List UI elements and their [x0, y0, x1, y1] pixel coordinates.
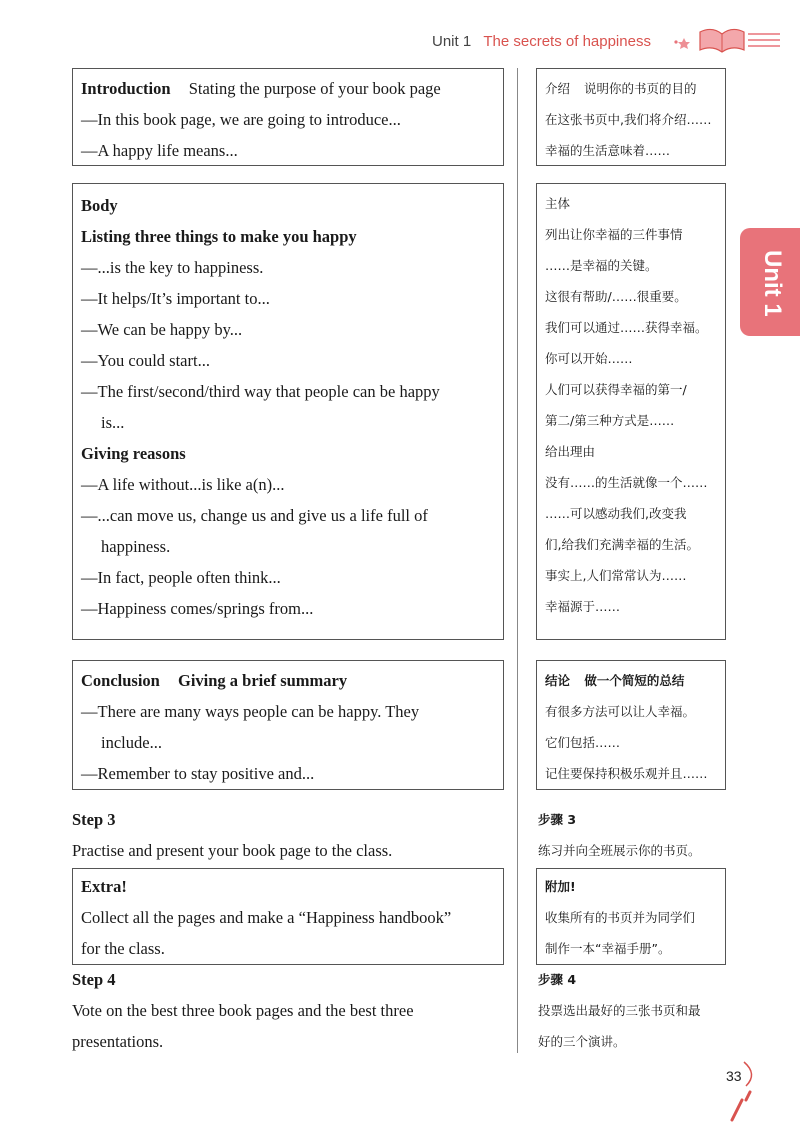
- introduction-zh-line: 在这张书页中,我们将介绍……: [545, 112, 712, 127]
- step4-zh-heading: 步骤 4: [538, 972, 577, 987]
- conclusion-line: —Remember to stay positive and...: [81, 764, 315, 783]
- body-zh-list-line: 第二/第三种方式是……: [545, 413, 675, 428]
- body-zh-list-heading: 列出让你幸福的三件事情: [545, 227, 683, 242]
- step4-zh-section: [538, 964, 701, 1057]
- conclusion-zh-line: 有很多方法可以让人幸福。: [545, 704, 696, 719]
- extra-zh-line: 收集所有的书页并为同学们: [545, 910, 696, 925]
- body-box: [72, 183, 504, 640]
- introduction-zh-line: 幸福的生活意味着……: [545, 143, 671, 158]
- extra-heading: Extra!: [81, 877, 127, 896]
- introduction-zh-subheading: 说明你的书页的目的: [584, 81, 697, 96]
- conclusion-zh-heading: 结论: [545, 673, 571, 688]
- body-list-line: is...: [101, 413, 125, 432]
- step3-section: [72, 804, 392, 866]
- step4-line: Vote on the best three book pages and the best three: [72, 1001, 414, 1020]
- extra-zh-line: 制作一本“幸福手册”。: [545, 941, 671, 956]
- page-corner-decoration: [720, 1060, 760, 1122]
- body-reasons-line: happiness.: [101, 537, 171, 556]
- step3-zh-heading: 步骤 3: [538, 812, 577, 827]
- body-list-line: —The first/second/third way that people can be happy: [81, 382, 440, 401]
- body-heading: Body: [81, 196, 118, 215]
- unit-side-tab: [740, 228, 800, 336]
- header-title: The secrets of happiness: [483, 33, 651, 50]
- introduction-subheading: Stating the purpose of your book page: [188, 79, 441, 98]
- conclusion-zh-subheading: 做一个简短的总结: [584, 673, 685, 688]
- introduction-box: [72, 68, 504, 166]
- header-unit: Unit 1: [432, 33, 472, 50]
- step4-heading: Step 4: [72, 970, 116, 989]
- conclusion-line: —There are many ways people can be happy. They: [81, 702, 420, 721]
- step4-zh-line: 好的三个演讲。: [538, 1034, 626, 1049]
- body-list-line: —...is the key to happiness.: [81, 258, 264, 277]
- conclusion-zh-box: [536, 660, 726, 790]
- step3-zh-text: 练习并向全班展示你的书页。: [538, 843, 701, 858]
- step4-zh-line: 投票选出最好的三张书页和最: [538, 1003, 701, 1018]
- body-zh-box: [536, 183, 726, 640]
- introduction-line: —In this book page, we are going to introduce...: [81, 110, 401, 129]
- body-zh-reasons-line: ……可以感动我们,改变我: [545, 506, 687, 521]
- body-zh-list-line: 这很有帮助/……很重要。: [545, 289, 687, 304]
- step3-zh-section: [538, 804, 701, 866]
- conclusion-box: [72, 660, 504, 790]
- body-zh-reasons-line: 没有……的生活就像一个……: [545, 475, 708, 490]
- conclusion-zh-line: 它们包括……: [545, 735, 621, 750]
- extra-zh-heading: 附加!: [545, 879, 576, 894]
- step4-line: presentations.: [72, 1032, 164, 1051]
- body-list-heading: Listing three things to make you happy: [81, 227, 357, 246]
- conclusion-subheading: Giving a brief summary: [177, 671, 348, 690]
- body-zh-heading: 主体: [545, 196, 571, 211]
- body-zh-reasons-line: 幸福源于……: [545, 599, 621, 614]
- conclusion-line: include...: [101, 733, 162, 752]
- page-number: 33: [726, 1068, 742, 1084]
- body-list-line: —You could start...: [81, 351, 210, 370]
- body-reasons-line: —A life without...is like a(n)...: [81, 475, 285, 494]
- extra-zh-box: [536, 868, 726, 965]
- body-zh-reasons-line: 们,给我们充满幸福的生活。: [545, 537, 699, 552]
- body-reasons-heading: Giving reasons: [81, 444, 186, 463]
- step4-section: [72, 964, 414, 1057]
- body-reasons-line: —...can move us, change us and give us a life full of: [81, 506, 428, 525]
- step3-text: Practise and present your book page to the class.: [72, 841, 393, 860]
- step3-heading: Step 3: [72, 810, 116, 829]
- extra-line: for the class.: [81, 939, 165, 958]
- header: [432, 33, 651, 50]
- body-list-line: —We can be happy by...: [81, 320, 243, 339]
- body-zh-list-line: 人们可以获得幸福的第一/: [545, 382, 687, 397]
- body-zh-reasons-line: 事实上,人们常常认为……: [545, 568, 687, 583]
- body-zh-list-line: 你可以开始……: [545, 351, 633, 366]
- introduction-line: —A happy life means...: [81, 141, 238, 160]
- header-book-icon: [668, 22, 780, 56]
- body-list-line: —It helps/It’s important to...: [81, 289, 270, 308]
- body-zh-list-line: 我们可以通过……获得幸福。: [545, 320, 708, 335]
- body-reasons-line: —In fact, people often think...: [81, 568, 281, 587]
- introduction-zh-box: [536, 68, 726, 166]
- column-divider: [517, 68, 518, 1053]
- conclusion-heading: Conclusion: [81, 671, 160, 690]
- conclusion-zh-line: 记住要保持积极乐观并且……: [545, 766, 708, 781]
- body-zh-reasons-heading: 给出理由: [545, 444, 596, 459]
- body-zh-list-line: ……是幸福的关键。: [545, 258, 658, 273]
- extra-box: [72, 868, 504, 965]
- body-reasons-line: —Happiness comes/springs from...: [81, 599, 314, 618]
- extra-line: Collect all the pages and make a “Happiness handbook”: [81, 908, 452, 927]
- introduction-zh-heading: 介绍: [545, 81, 571, 96]
- unit-side-tab-label: Unit 1: [759, 250, 786, 317]
- introduction-heading: Introduction: [81, 79, 171, 98]
